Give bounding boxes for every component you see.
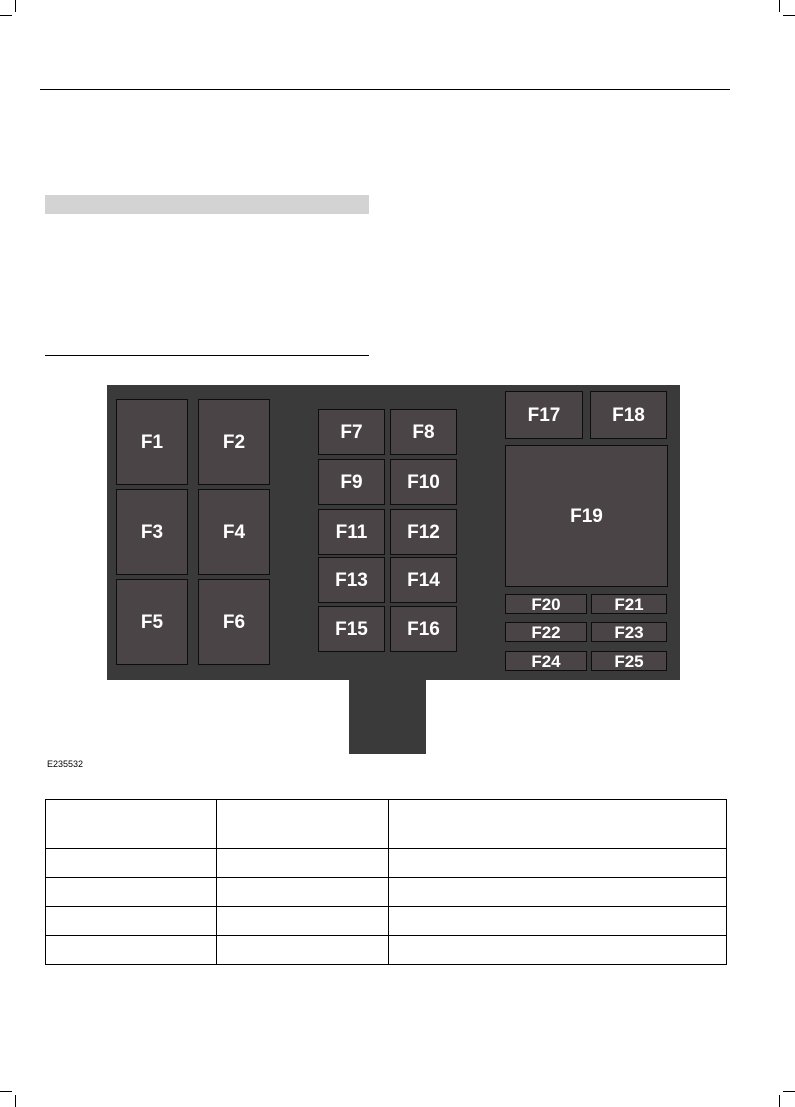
fuse-f15: F15 [318,606,385,652]
fuse-f12: F12 [390,509,457,555]
fuse-f24: F24 [505,651,587,671]
fuse-f4: F4 [198,489,270,575]
table-cell [217,936,389,965]
crop-mark [0,15,12,16]
table-header-cell [217,800,389,849]
table-cell [217,907,389,936]
fuse-f10: F10 [390,459,457,505]
table-cell [46,878,217,907]
crop-mark [783,15,795,16]
table-cell [389,907,727,936]
table-cell [46,849,217,878]
fuse-f16: F16 [390,606,457,652]
table-cell [217,849,389,878]
table-cell [46,936,217,965]
crop-mark [0,1091,12,1092]
fuse-f2: F2 [198,399,270,485]
crop-mark [15,0,16,12]
crop-mark [779,1095,780,1107]
table-header-row [46,800,727,849]
fuse-f14: F14 [390,557,457,603]
table-row [46,849,727,878]
crop-mark [15,1095,16,1107]
fuse-f17: F17 [505,391,583,439]
fuse-f3: F3 [116,489,188,575]
fuse-f7: F7 [318,409,385,455]
section-heading-bar [45,195,369,214]
fuse-f1: F1 [116,399,188,485]
fuse-table [45,799,727,965]
image-code: E235532 [47,759,84,769]
fuse-box-tab [349,678,426,754]
table-cell [217,878,389,907]
table-header-cell [389,800,727,849]
fuse-f22: F22 [505,622,587,642]
table-header-cell [46,800,217,849]
table-row [46,878,727,907]
table-cell [389,936,727,965]
section-rule [45,355,369,356]
crop-mark [779,0,780,12]
fuse-f25: F25 [591,651,667,671]
fuse-f23: F23 [591,622,667,642]
fuse-f9: F9 [318,459,385,505]
fuse-f19: F19 [505,445,668,587]
table-row [46,936,727,965]
table-row [46,907,727,936]
crop-mark [783,1091,795,1092]
table-cell [46,907,217,936]
fuse-f5: F5 [116,579,188,665]
fuse-f20: F20 [505,594,587,614]
fuse-f21: F21 [591,594,667,614]
fuse-f13: F13 [318,557,385,603]
table-cell [389,849,727,878]
table-cell [389,878,727,907]
fuse-f18: F18 [590,391,667,439]
header-rule [40,89,730,90]
fuse-f8: F8 [390,409,457,455]
fuse-f11: F11 [318,509,385,555]
fuse-f6: F6 [198,579,270,665]
